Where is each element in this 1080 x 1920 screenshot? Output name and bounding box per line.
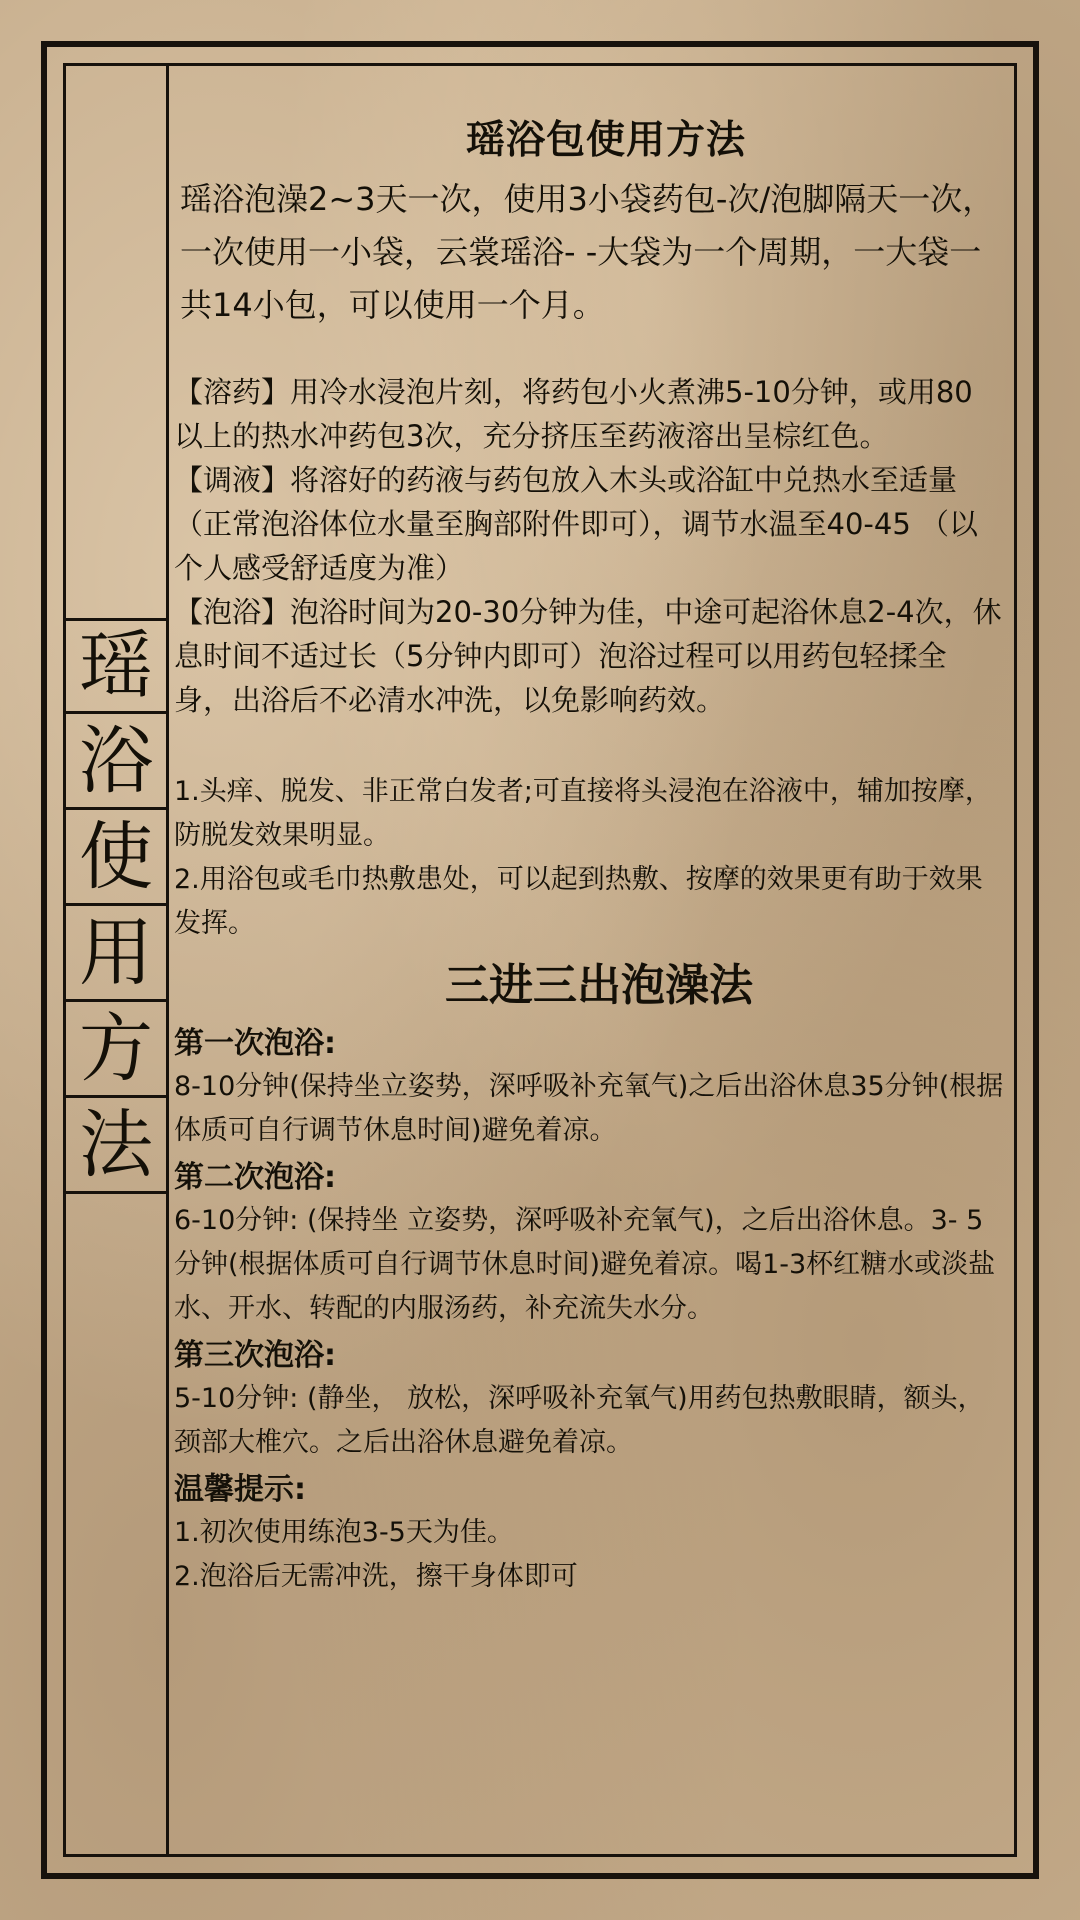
reminder-section (174, 1469, 1004, 1599)
side-title-char: 使 (66, 810, 166, 906)
side-title-char: 法 (66, 1098, 166, 1194)
soak-heading-third: 第三次泡浴: (174, 1337, 336, 1373)
reminder-item: 1.初次使用练泡3-5天为佳。 (174, 1516, 514, 1548)
tip-item: 1.头痒、脱发、非正常白发者;可直接将头浸泡在浴液中，辅加按摩，防脱发效果明显。 (174, 775, 992, 851)
intro-paragraph: 瑶浴泡澡2~3天一次，使用3小袋药包-次/泡脚隔天一次，一次使用一小袋，云裳瑶浴- -大袋为一个周期，一大袋一共14小包，可以使用一个月。 (180, 179, 995, 324)
main-content (174, 118, 1004, 1599)
tip-item: 2.用浴包或毛巾热敷患处，可以起到热敷、按摩的效果更有助于效果发挥。 (174, 863, 983, 939)
step-bath: 【泡浴】泡浴时间为20-30分钟为佳，中途可起浴休息2-4次，休息时间不适过长（5分钟内即可）泡浴过程可以用药包轻揉全身，出浴后不必清水冲洗，以免影响药效。 (174, 594, 1002, 717)
side-title-char: 浴 (66, 714, 166, 810)
tips-list (174, 770, 1004, 946)
side-title-char: 用 (66, 906, 166, 1002)
soak-list (174, 1023, 1004, 1465)
side-divider-line (166, 63, 169, 1857)
reminder-heading: 温馨提示: (174, 1471, 306, 1507)
soak-body-second: 6-10分钟: (保持坐 立姿势，深呼吸补充氧气)，之后出浴休息。3- 5分钟(根据体质可自行调节休息时间)避免着凉。喝1-3杯红糖水或淡盐水、开水、转配的内服汤药，补充流失水分。 (174, 1204, 996, 1324)
side-title-char: 瑶 (66, 618, 166, 714)
section-title: 三进三出泡澡法 (445, 959, 753, 1011)
side-title (66, 618, 166, 1194)
step-dissolve: 【溶药】用冷水浸泡片刻，将药包小火煮沸5-10分钟，或用80 以上的热水冲药包3次，充分挤压至药液溶出呈棕红色。 (174, 374, 973, 453)
soak-body-first: 8-10分钟(保持坐立姿势，深呼吸补充氧气)之后出浴休息35分钟(根据体质可自行调节休息时间)避免着凉。 (174, 1070, 1004, 1146)
soak-heading-first: 第一次泡浴: (174, 1025, 336, 1061)
side-title-char: 方 (66, 1002, 166, 1098)
page-title: 瑶浴包使用方法 (465, 118, 746, 163)
reminder-item: 2.泡浴后无需冲洗，擦干身体即可 (174, 1560, 578, 1592)
soak-heading-second: 第二次泡浴: (174, 1159, 336, 1195)
usage-steps (174, 370, 1004, 722)
soak-body-third: 5-10分钟: (静坐， 放松，深呼吸补充氧气)用药包热敷眼睛，额头，颈部大椎穴。之后出浴休息避免着凉。 (174, 1382, 985, 1458)
step-mix: 【调液】将溶好的药液与药包放入木头或浴缸中兑热水至适量（正常泡浴体位水量至胸部附件即可），调节水温至40-45 （以个人感受舒适度为准） (174, 462, 978, 585)
